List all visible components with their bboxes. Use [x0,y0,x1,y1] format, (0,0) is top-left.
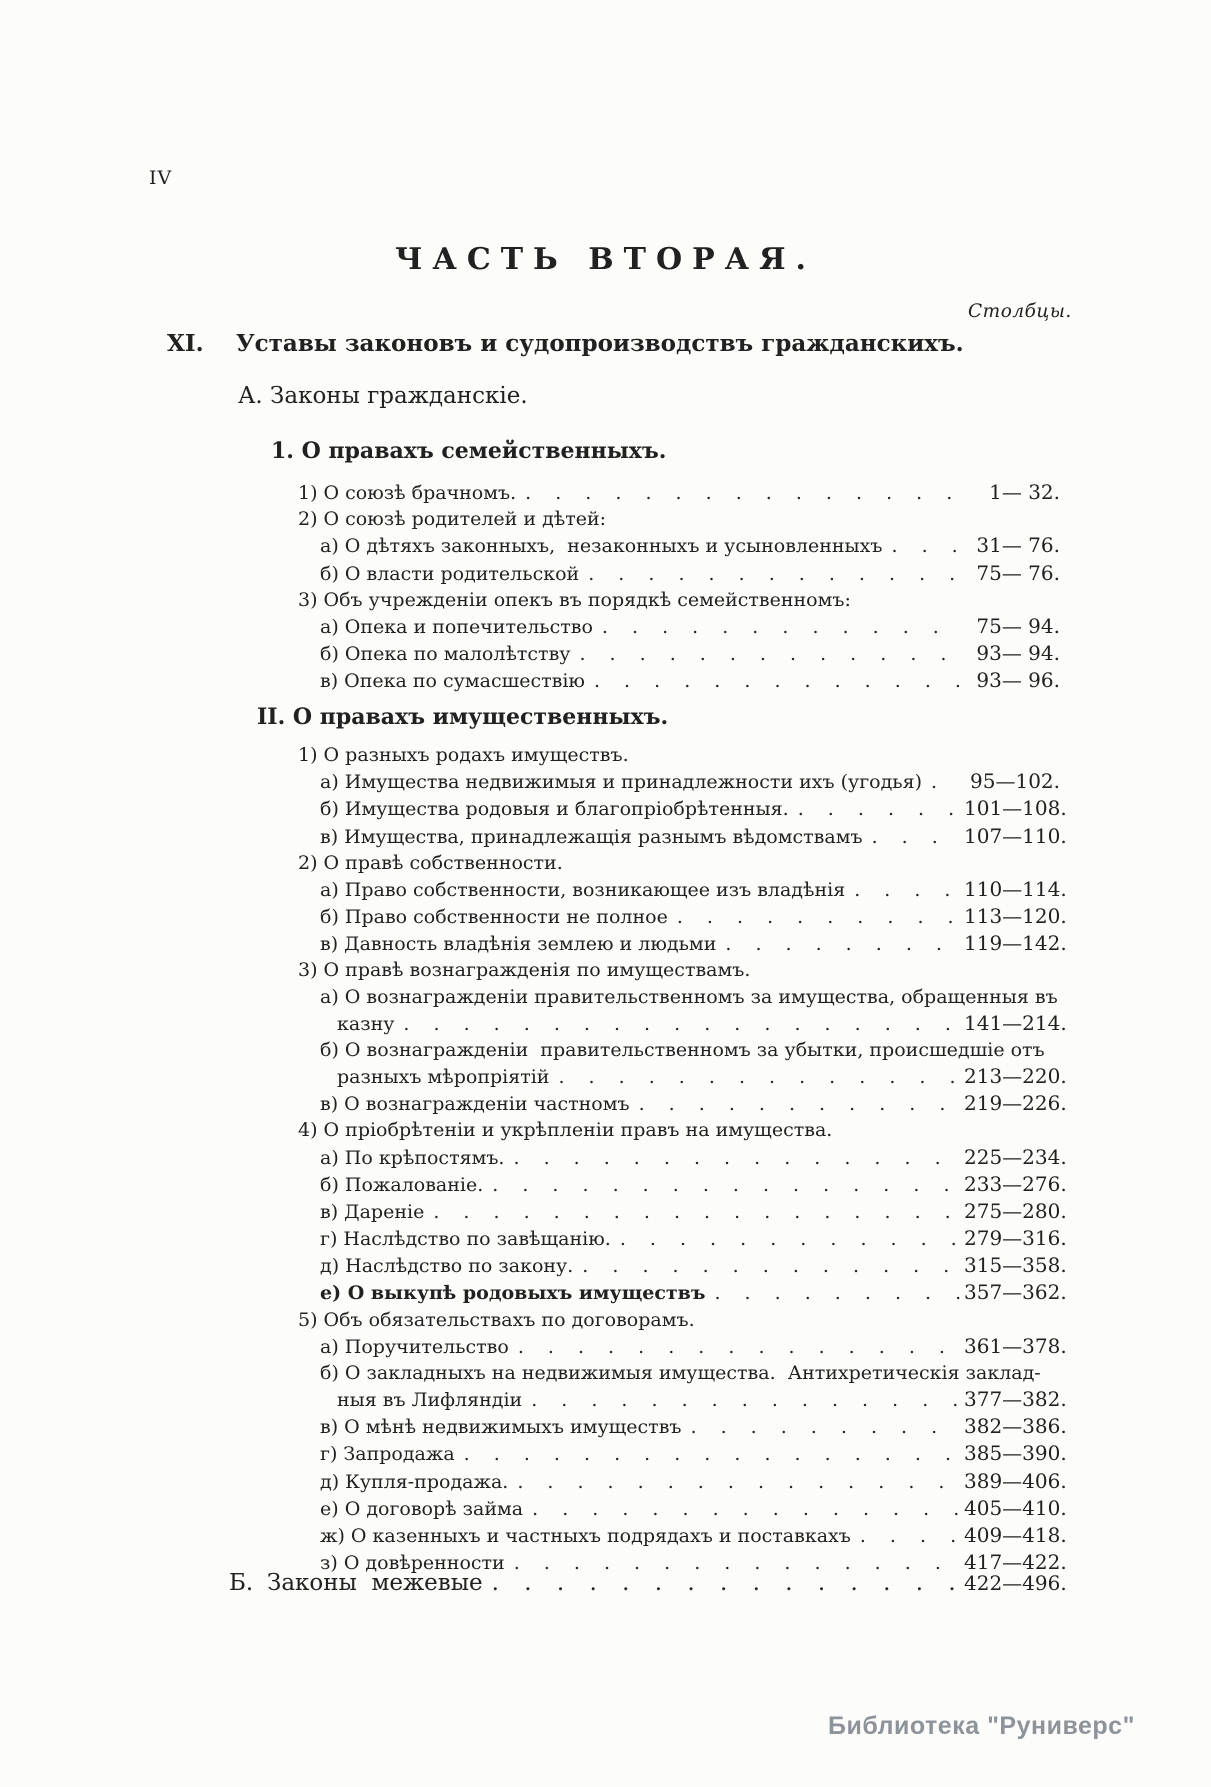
toc-row [145,1440,1067,1467]
toc-entry-text: г) Запродажа [320,1443,455,1466]
toc-row [145,1333,1067,1360]
library-watermark: Библиотека "Руниверс" [828,1712,1135,1740]
toc-row [145,1090,1067,1117]
column-range: 110—114. [964,876,1067,901]
toc-entry-text: а) Поручительство [320,1335,509,1358]
toc-row [145,667,1060,694]
toc-entry-text: ж) О казенныхъ и частныхъ подрядахъ и поставкахъ [320,1524,851,1547]
part-title: ЧАСТЬ ВТОРАЯ. [395,242,816,277]
dot-leader [602,614,960,640]
dot-leader [513,1145,960,1171]
toc-entry-text: в) Дареніе [320,1200,425,1223]
column-range: 101—108. [964,796,1067,821]
subsection-letter: Б. [229,1570,254,1596]
toc-entry-text: б) О закладныхъ на недвижимыя имущества. Антихретическія заклад- [320,1361,1041,1384]
subsection-heading-a: А. Законы гражданскіе. [238,383,528,409]
dot-leader [892,533,961,559]
column-range: 113—120. [964,904,1067,929]
toc-entry-text: 4) О пріобрѣтеніи и укрѣпленіи правъ на имущества. [298,1119,833,1142]
toc-row [145,479,1060,506]
dot-leader [582,1253,960,1279]
toc-row [145,1252,1067,1279]
toc-entry-text: а) Имущества недвижимыя и принадлежности ихъ (угодья) [320,771,923,794]
column-range: 382—386. [964,1414,1067,1439]
toc-row [145,1198,1067,1225]
toc-row [145,823,1067,850]
chapter-number: XI. [167,330,204,357]
toc-entry-text: г) Наслѣдство по завѣщанію. [320,1228,611,1251]
toc-section-property-rights [145,742,1067,1576]
dot-leader [639,1091,960,1117]
toc-entry-text: е) О договорѣ займа [320,1497,524,1520]
toc-entry-text: б) О власти родительской [320,562,580,585]
column-range: 75— 94. [976,614,1060,639]
dot-leader [532,1496,960,1522]
chapter-title: Уставы законовъ и судопроизводствъ гражданскихъ. [236,330,964,357]
column-range: 405—410. [964,1495,1067,1520]
toc-entry-text: 1) О союзѣ брачномъ. [298,482,517,504]
toc-row [145,768,1060,795]
toc-row [145,1010,1067,1037]
dot-leader [725,931,960,957]
toc-row [145,1171,1067,1198]
toc-entry-text: б) О вознагражденіи правительственномъ за убытки, происшедшіе отъ [320,1038,1045,1061]
column-range: 417—422. [964,1550,1067,1575]
toc-entry-text: а) О вознагражденіи правительственномъ за имущества, обращенныя въ [320,985,1058,1008]
toc-entry-text: в) Имущества, принадлежащія разнымъ вѣдомствамъ [320,825,863,848]
toc-row [145,1307,1060,1333]
dot-leader [525,480,960,506]
toc-entry-text: б) Опека по малолѣтству [320,643,571,666]
toc-section-family-rights [145,479,1060,695]
dot-leader [690,1414,960,1440]
toc-row [145,587,1060,613]
toc-row [145,640,1060,667]
toc-row [145,1468,1067,1495]
toc-row [145,957,1060,983]
subsection-heading-b [229,1570,1067,1596]
column-range: 422—496. [964,1571,1067,1595]
column-range: 275—280. [964,1198,1067,1223]
column-range: 31— 76. [976,533,1060,558]
toc-row [145,1413,1067,1440]
column-range: 75— 76. [976,560,1060,585]
toc-entry-text: 2) О союзѣ родителей и дѣтей: [298,508,607,531]
column-range: 93— 94. [976,641,1060,666]
column-range: 357—362. [964,1280,1067,1305]
toc-entry-text: е) О выкупѣ родовыхъ имуществъ [320,1282,706,1305]
toc-entry-text: а) По крѣпостямъ. [320,1146,505,1169]
toc-entry-text: 2) О правѣ собственности. [298,851,563,874]
toc-row [145,1037,1060,1063]
column-range: 219—226. [964,1091,1067,1116]
toc-entry-text: 5) Объ обязательствахъ по договорамъ. [298,1308,695,1331]
column-range: 119—142. [964,931,1067,956]
toc-entry-text: д) Наслѣдство по закону. [320,1255,574,1278]
toc-entry-text: казну [337,1012,395,1035]
toc-row [145,903,1067,930]
dot-leader [594,668,960,694]
toc-row [145,1386,1067,1413]
toc-entry-text: в) Опека по сумасшествію [320,670,585,693]
dot-leader [931,769,960,795]
dot-leader [620,1226,960,1252]
toc-entry-text: в) Давность владѣнія землею и людьми [320,933,717,956]
dot-leader [492,1172,960,1198]
toc-row [145,1279,1067,1306]
dot-leader [531,1387,960,1413]
dot-leader [518,1334,960,1360]
column-range: 93— 96. [976,668,1060,693]
toc-entry-text: а) Право собственности, возникающее изъ владѣнія [320,878,846,901]
toc-row [145,506,1060,532]
dot-leader [464,1441,960,1467]
toc-row [145,742,1060,768]
toc-entry-text: з) О довѣренности [320,1552,505,1575]
column-range: 233—276. [964,1171,1067,1196]
column-range: 361—378. [964,1333,1067,1358]
toc-entry-text: в) О мѣнѣ недвижимыхъ имуществъ [320,1416,682,1439]
column-range: 377—382. [964,1387,1067,1412]
subsection-title: Законы межевые [267,1570,483,1596]
toc-entry-text: 3) Объ учрежденіи опекъ въ порядкѣ семейственномъ: [298,588,851,611]
dot-leader [517,1469,960,1495]
toc-row [145,795,1067,822]
toc-entry-text: 1) О разныхъ родахъ имуществъ. [298,744,629,766]
column-range: 385—390. [964,1441,1067,1466]
column-range: 279—316. [964,1226,1067,1251]
dot-leader [677,904,960,930]
column-range: 213—220. [964,1064,1067,1089]
toc-row [145,850,1060,876]
column-range: 141—214. [964,1010,1067,1035]
section-heading-1: 1. О правахъ семейственныхъ. [271,438,667,464]
column-range: 389—406. [964,1468,1067,1493]
toc-row [145,1495,1067,1522]
toc-row [145,876,1067,903]
toc-row [145,1144,1067,1171]
toc-entry-text: б) Имущества родовыя и благопріобрѣтенныя. [320,798,789,821]
column-range: 315—358. [964,1253,1067,1278]
dot-leader [798,796,960,822]
toc-entry-text: д) Купля-продажа. [320,1470,509,1493]
column-range: 225—234. [964,1144,1067,1169]
toc-entry-text: 3) О правѣ вознагражденія по имуществамъ. [298,959,751,982]
toc-entry-text: разныхъ мѣропріятій [337,1066,550,1089]
chapter-heading-xi [167,330,964,357]
toc-entry-text: б) Право собственности не полное [320,906,668,929]
column-range: 409—418. [964,1522,1067,1547]
toc-row [145,1063,1067,1090]
column-range: 107—110. [964,823,1067,848]
toc-row [145,1360,1060,1386]
dot-leader [854,877,960,903]
toc-entry-text: ныя въ Лифляндіи [337,1389,523,1412]
dot-leader [579,641,960,667]
toc-row [145,1117,1060,1143]
toc-row [145,930,1067,957]
toc-entry-text: б) Пожалованіе. [320,1173,484,1196]
toc-entry-text: в) О вознагражденіи частномъ [320,1093,630,1116]
toc-row [145,560,1060,587]
column-range: 95—102. [970,769,1060,794]
dot-leader [558,1064,960,1090]
toc-entry-text: а) О дѣтяхъ законныхъ, незаконныхъ и усыновленныхъ [320,535,883,558]
section-heading-2: II. О правахъ имущественныхъ. [257,704,669,730]
toc-row [145,1522,1067,1549]
toc-entry-text: а) Опека и попечительство [320,616,593,639]
dot-leader [860,1523,960,1549]
dot-leader [714,1280,960,1306]
dot-leader [403,1011,960,1037]
dot-leader [492,1570,960,1596]
page-folio-number: IV [149,167,173,189]
column-range: 1— 32. [989,480,1060,504]
toc-row [145,984,1060,1010]
toc-row [145,532,1060,559]
columns-header-label: Столбцы. [968,301,1072,322]
dot-leader [872,824,960,850]
toc-row [145,1225,1067,1252]
dot-leader [433,1199,960,1225]
dot-leader [588,561,960,587]
toc-row [145,613,1060,640]
